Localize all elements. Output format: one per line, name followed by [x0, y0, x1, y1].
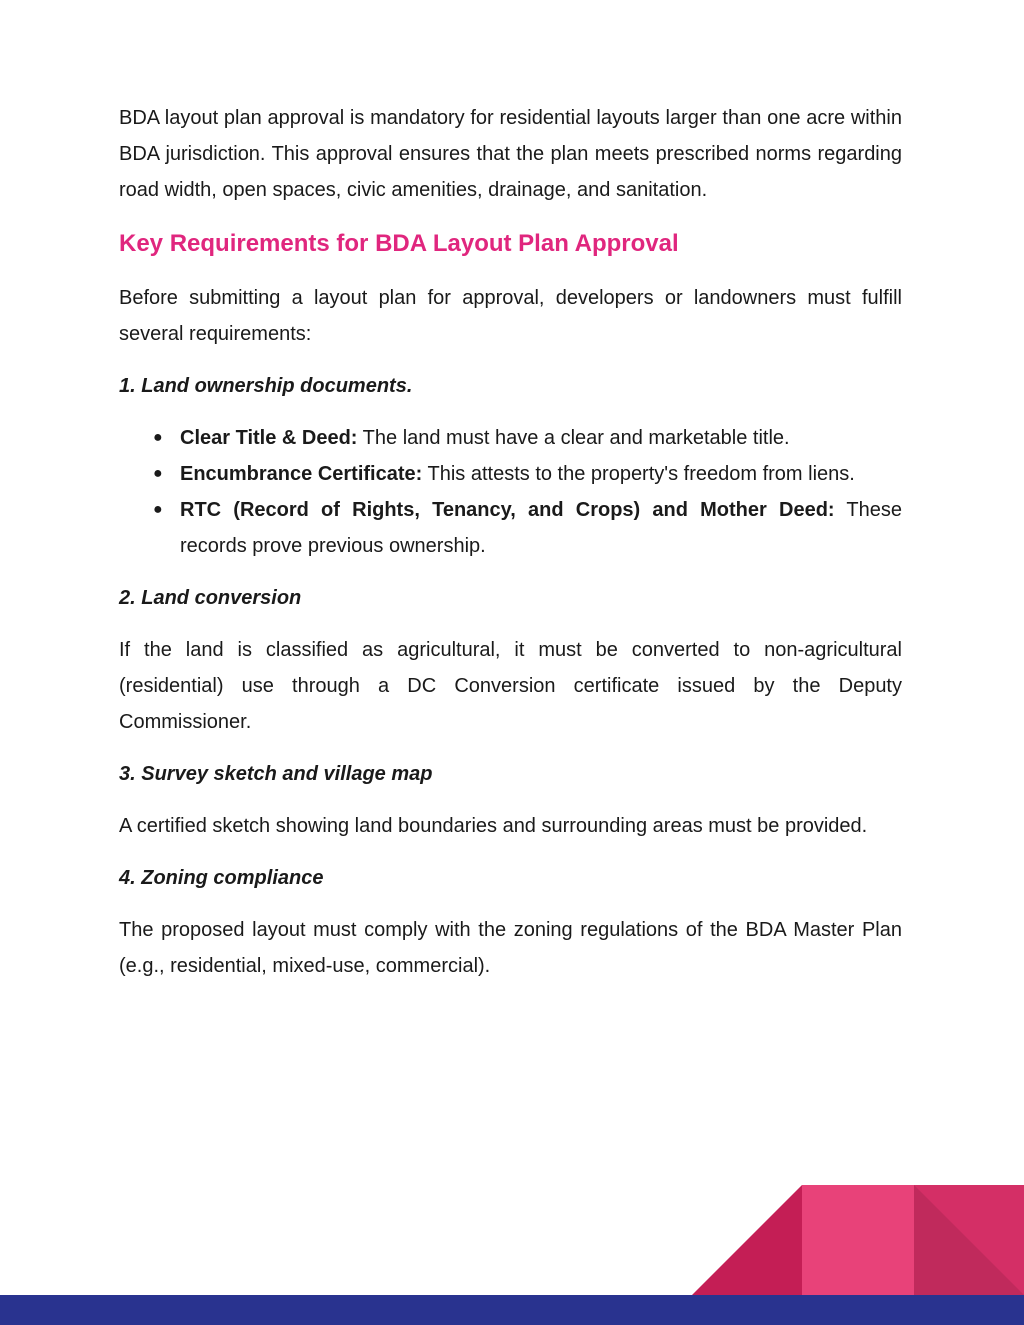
- section-heading: Key Requirements for BDA Layout Plan Approval: [119, 230, 679, 257]
- list-item-text: These records prove previous ownership.: [180, 499, 903, 557]
- bullet-icon: ●: [153, 465, 163, 482]
- bullet-icon: ●: [153, 501, 163, 518]
- list-item: [119, 492, 902, 564]
- subheading-survey-sketch: 3. Survey sketch and village map: [119, 763, 433, 785]
- list-item: [119, 420, 902, 456]
- list-item-text: The land must have a clear and marketable title.: [362, 427, 790, 449]
- list-item: [119, 456, 902, 492]
- survey-sketch-paragraph: A certified sketch showing land boundaries and surrounding areas must be provided.: [119, 815, 868, 837]
- list-item-label: Clear Title & Deed:: [180, 427, 358, 449]
- list-item-label: Encumbrance Certificate:: [180, 463, 423, 485]
- subheading-land-ownership: 1. Land ownership documents.: [119, 375, 413, 397]
- bullet-icon: ●: [153, 429, 163, 446]
- subheading-zoning-compliance: 4. Zoning compliance: [119, 867, 324, 889]
- decor-shadow: [914, 1185, 1024, 1295]
- list-item-text: This attests to the property's freedom from liens.: [427, 463, 855, 485]
- lead-paragraph: Before submitting a layout plan for approval, developers or landowners must fulfill several requirements:: [119, 287, 902, 345]
- intro-paragraph: BDA layout plan approval is mandatory for residential layouts larger than one acre within BDA jurisdiction. This approval ensures that the plan meets prescribed norms regarding road width, open spaces, civic amenities, drainage, and sanitation.: [119, 107, 902, 201]
- decor-triangle: [692, 1185, 802, 1295]
- document-body: [119, 100, 902, 1000]
- subheading-land-conversion: 2. Land conversion: [119, 587, 302, 609]
- ownership-documents-list: [119, 420, 902, 564]
- zoning-compliance-paragraph: The proposed layout must comply with the zoning regulations of the BDA Master Plan (e.g., residential, mixed-use, commercial).: [119, 919, 902, 977]
- footer-bar: [0, 1295, 1024, 1325]
- decor-right-block: [914, 1185, 1024, 1295]
- list-item-label: RTC (Record of Rights, Tenancy, and Crops) and Mother Deed:: [180, 499, 835, 521]
- land-conversion-paragraph: If the land is classified as agricultural, it must be converted to non-agricultural (residential) use through a DC Conversion certificate issued by the Deputy Commissioner.: [119, 639, 902, 733]
- decor-square: [802, 1185, 914, 1295]
